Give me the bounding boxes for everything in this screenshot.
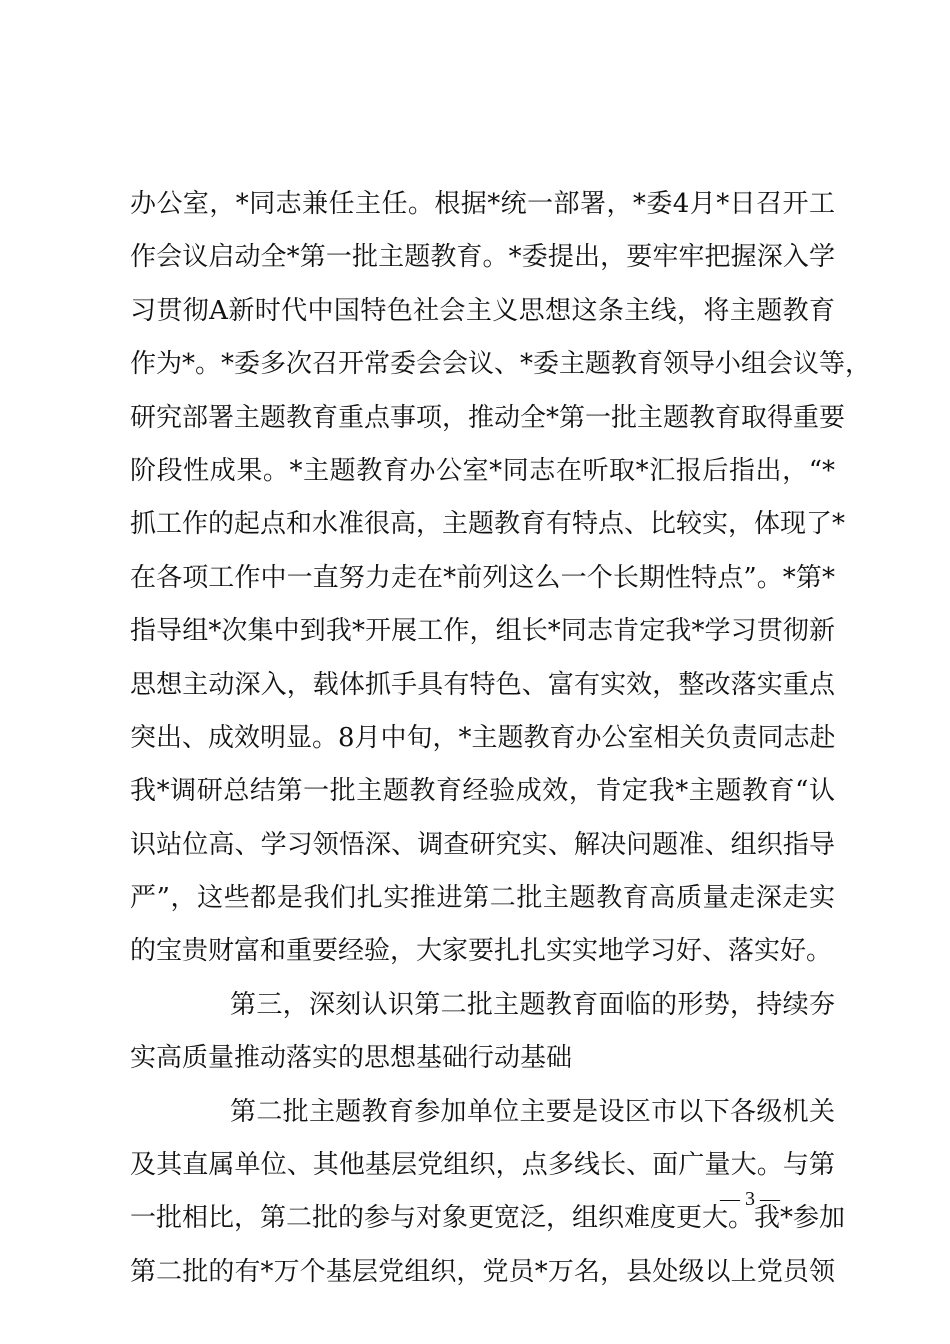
text-line: 作会议启动全*第一批主题教育。*委提出，要牢牢把握深入学 (130, 242, 835, 273)
section-heading-line: 第三，深刻认识第二批主题教育面临的形势，持续夯 (230, 989, 835, 1020)
text-line: 我*调研总结第一批主题教育经验成效，肯定我*主题教育“认 (130, 776, 835, 807)
text-line: 在各项工作中一直努力走在*前列这么一个长期性特点”。*第* (130, 562, 835, 593)
section-heading-line: 实高质量推动落实的思想基础行动基础 (130, 1043, 573, 1074)
text-line: 抓工作的起点和水准很高，主题教育有特点、比较实，体现了* (130, 509, 846, 540)
text-line: 识站位高、学习领悟深、调查研究实、解决问题准、组织指导 (130, 829, 835, 860)
text-line: 严”，这些都是我们扎实推进第二批主题教育高质量走深走实 (130, 883, 835, 914)
text-line: 第二批主题教育参加单位主要是设区市以下各级机关 (230, 1096, 835, 1127)
text-line: 的宝贵财富和重要经验，大家要扎扎实实地学习好、落实好。 (130, 936, 833, 967)
text-line: 办公室，*同志兼任主任。根据*统一部署，*委4月*日召开工 (130, 189, 835, 219)
page-number: — 3 — (720, 1188, 780, 1210)
text-line: 思想主动深入，载体抓手具有特色、富有实效，整改落实重点 (130, 669, 835, 700)
text-line: 指导组*次集中到我*开展工作，组长*同志肯定我*学习贯彻新 (130, 616, 835, 647)
text-line: 阶段性成果。*主题教育办公室*同志在听取*汇报后指出，“* (130, 455, 835, 486)
text-line: 习贯彻A新时代中国特色社会主义思想这条主线，将主题教育 (130, 295, 835, 326)
text-line: 及其直属单位、其他基层党组织，点多线长、面广量大。与第 (130, 1150, 835, 1181)
document-body (130, 178, 872, 1299)
text-line: 一批相比，第二批的参与对象更宽泛，组织难度更大。我*参加 (130, 1203, 846, 1234)
text-line: 突出、成效明显。8月中旬，*主题教育办公室相关负责同志赴 (130, 722, 836, 753)
text-line: 第二批的有*万个基层党组织，党员*万名，县处级以上党员领 (130, 1256, 835, 1287)
text-line: 作为*。*委多次召开常委会会议、*委主题教育领导小组会议等， (130, 349, 872, 380)
text-line: 研究部署主题教育重点事项，推动全*第一批主题教育取得重要 (130, 402, 846, 433)
